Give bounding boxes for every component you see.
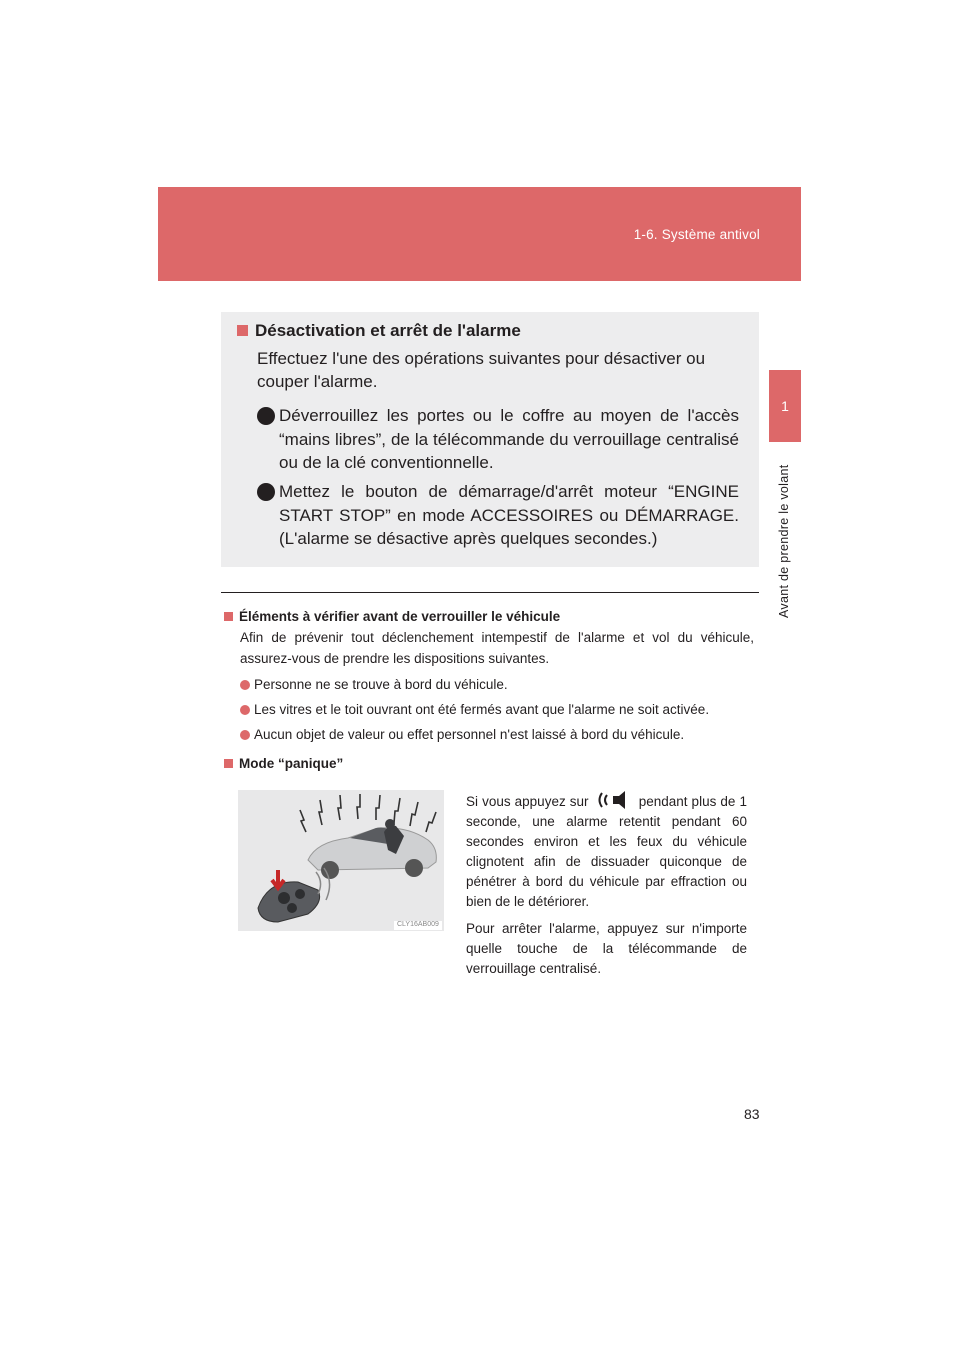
panic-paragraph-2: Pour arrêter l'alarme, appuyez sur n'importe quelle touche de la télécommande de verrouillage centralisé. <box>466 921 747 976</box>
panic-paragraph-1 <box>466 790 747 912</box>
panic-mode-illustration <box>238 790 444 931</box>
panic-text-before-icon: Si vous appuyez sur <box>466 794 589 809</box>
car-alarm-illustration <box>238 790 444 931</box>
square-bullet-icon <box>224 612 233 621</box>
panic-button-icon <box>593 790 635 810</box>
notes-bullet-item <box>240 726 754 744</box>
notes-bullet-item <box>240 676 754 694</box>
panic-heading <box>224 756 343 771</box>
square-bullet-icon <box>237 325 248 336</box>
notes-intro: Afin de prévenir tout déclenchement intempestif de l'alarme et vol du véhicule, assurez-vous de prendre les dispositions suivantes. <box>240 630 754 666</box>
notes-bullet-text: Personne ne se trouve à bord du véhicule. <box>254 677 508 692</box>
checklist-notes <box>224 609 754 744</box>
bullet-dot-icon <box>257 483 275 501</box>
box-bullet-text: Mettez le bouton de démarrage/d'arrêt moteur “ENGINE START STOP” en mode ACCESSOIRES ou DÉMARRAGE. (L'alarme se désactive après quelques secondes.) <box>279 482 739 548</box>
notes-bullet-item <box>240 701 754 719</box>
bullet-dot-icon <box>240 730 250 740</box>
header-band <box>158 187 801 281</box>
chapter-title: Avant de prendre le volant <box>777 464 791 618</box>
divider <box>221 592 759 593</box>
box-bullet-item <box>257 404 739 475</box>
panic-text-after-icon: pendant plus de 1 seconde, une alarme retentit pendant 60 secondes environ et les feux du véhicule clignotent afin de dissuader quiconque de pénétrer à bord du véhicule par effraction ou bien de le détériorer. <box>466 794 747 909</box>
notes-heading-text: Éléments à vérifier avant de verrouiller le véhicule <box>239 609 561 624</box>
box-intro: Effectuez l'une des opérations suivantes pour désactiver ou couper l'alarme. <box>257 349 706 391</box>
chapter-tab <box>769 370 801 442</box>
page-number: 83 <box>744 1106 760 1122</box>
box-heading-text: Désactivation et arrêt de l'alarme <box>255 321 521 340</box>
box-bullet-text: Déverrouillez les portes ou le coffre au moyen de l'accès “mains libres”, de la télécommande du verrouillage centralisé ou de la clé conventionnelle. <box>279 406 739 472</box>
alarm-deactivation-box <box>221 312 759 567</box>
chapter-number: 1 <box>781 398 789 414</box>
panic-description <box>466 790 747 986</box>
box-bullet-item <box>257 480 739 551</box>
box-heading <box>237 321 521 341</box>
notes-bullet-text: Les vitres et le toit ouvrant ont été fermés avant que l'alarme ne soit activée. <box>254 702 710 717</box>
panic-heading-text: Mode “panique” <box>239 756 344 771</box>
notes-heading <box>224 609 754 624</box>
section-label: 1-6. Système antivol <box>633 227 760 242</box>
square-bullet-icon <box>224 759 233 768</box>
bullet-dot-icon <box>240 705 250 715</box>
notes-bullet-text: Aucun objet de valeur ou effet personnel n'est laissé à bord du véhicule. <box>254 727 685 742</box>
bullet-dot-icon <box>257 407 275 425</box>
bullet-dot-icon <box>240 680 250 690</box>
image-code: CLY16AB009 <box>397 921 439 928</box>
